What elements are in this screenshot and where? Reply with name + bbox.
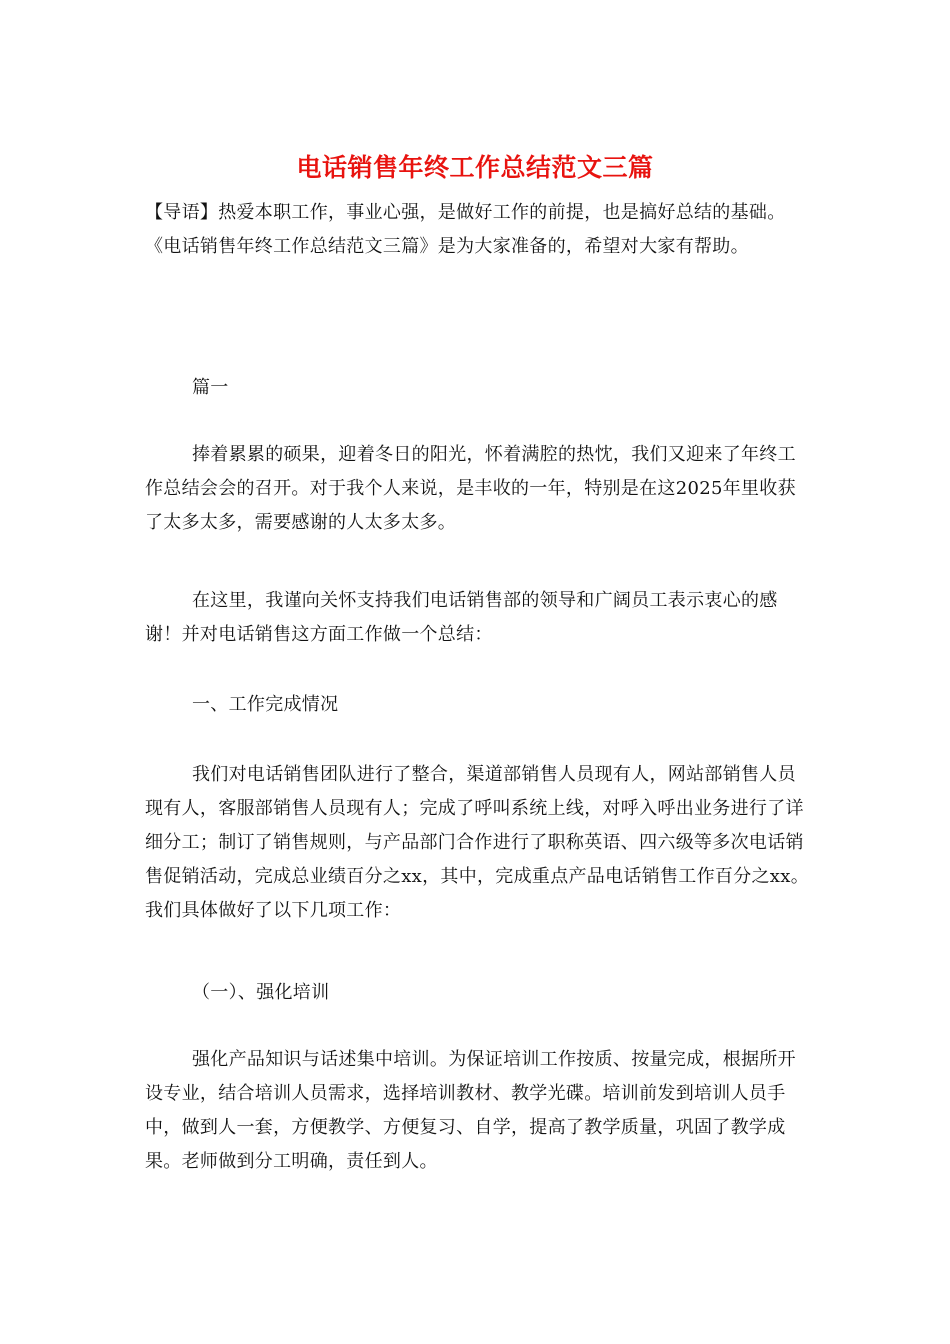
paragraph-2: 在这里，我谨向关怀支持我们电话销售部的领导和广阔员工表示衷心的感谢！并对电话销售这方面工作做一个总结： bbox=[145, 590, 778, 645]
section-label-block bbox=[145, 371, 810, 405]
paragraph-2-block bbox=[145, 584, 810, 652]
heading-2-block bbox=[145, 976, 810, 1010]
intro-line-2: 《电话销售年终工作总结范文三篇》是为大家准备的，希望对大家有帮助。 bbox=[145, 236, 749, 257]
intro-line-1: 【导语】热爱本职工作，事业心强，是做好工作的前提，也是搞好总结的基础。 bbox=[145, 202, 786, 223]
paragraph-1-block bbox=[145, 438, 810, 540]
paragraph-1: 捧着累累的硕果，迎着冬日的阳光，怀着满腔的热忱，我们又迎来了年终工作总结会会的召开。对于我个人来说，是丰收的一年，特别是在这2025年里收获了太多太多，需要感谢的人太多太多。 bbox=[145, 444, 796, 533]
paragraph-3: 我们对电话销售团队进行了整合，渠道部销售人员现有人，网站部销售人员现有人，客服部销售人员现有人；完成了呼叫系统上线，对呼入呼出业务进行了详细分工；制订了销售规则，与产品部门合作进行了职称英语、四六级等多次电话销售促销活动，完成总业绩百分之xx，其中，完成重点产品电话销售工作百分之xx。我们具体做好了以下几项工作： bbox=[145, 764, 810, 921]
paragraph-4: 强化产品知识与话述集中培训。为保证培训工作按质、按量完成，根据所开设专业，结合培训人员需求，选择培训教材、教学光碟。培训前发到培训人员手中，做到人一套，方便教学、方便复习、自学，提高了教学质量，巩固了教学成果。老师做到分工明确，责任到人。 bbox=[145, 1049, 796, 1172]
paragraph-4-block bbox=[145, 1043, 810, 1179]
paragraph-3-block bbox=[145, 758, 810, 928]
intro-block bbox=[145, 196, 810, 264]
heading-1-block bbox=[145, 688, 810, 722]
section-label: 篇一 bbox=[192, 377, 229, 398]
heading-training: （一）、强化培训 bbox=[192, 982, 330, 1003]
document-title: 电话销售年终工作总结范文三篇 bbox=[296, 153, 654, 182]
heading-work-completion: 一、工作完成情况 bbox=[192, 694, 339, 715]
